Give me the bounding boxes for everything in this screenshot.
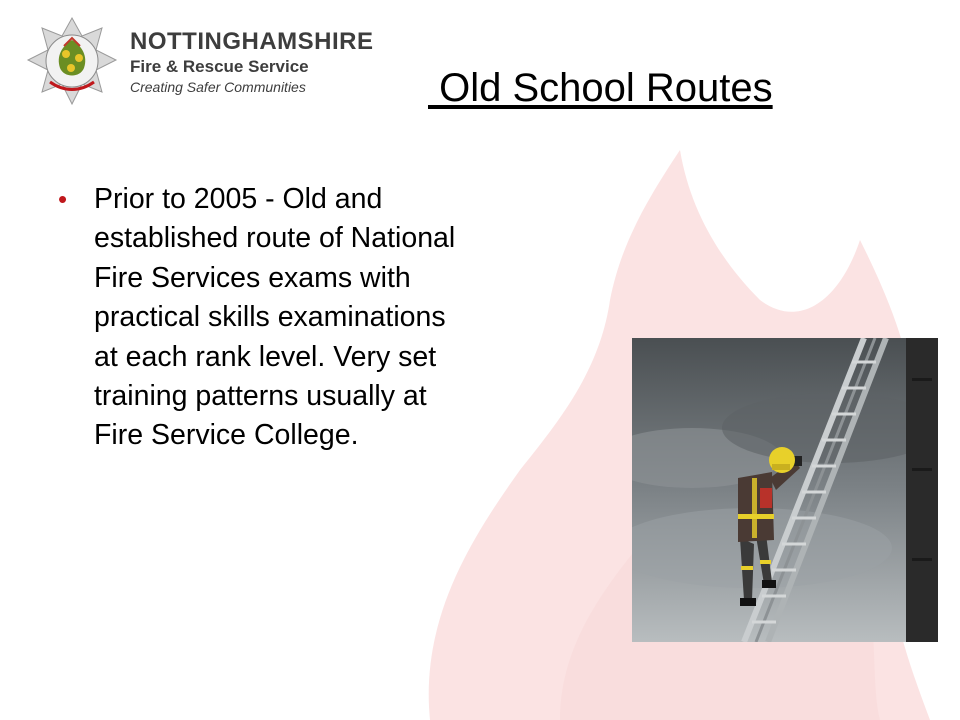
bullet-list — [58, 180, 468, 456]
organisation-name: NOTTINGHAMSHIRE — [130, 28, 374, 55]
firefighter-ladder-photo — [632, 338, 938, 642]
organisation-tagline: Creating Safer Communities — [130, 79, 306, 95]
slide-title: Old School Routes — [428, 66, 773, 110]
organisation-logo — [24, 16, 374, 106]
fire-service-crest-icon — [24, 16, 120, 106]
organisation-service: Fire & Rescue Service — [130, 57, 309, 76]
bullet-item — [58, 180, 468, 456]
bullet-marker: • — [58, 184, 68, 214]
bullet-text: Prior to 2005 - Old and established route of National Fire Services exams with practical skills examinations at each rank level. Very set training patterns usually at Fire Service College. — [94, 183, 456, 452]
